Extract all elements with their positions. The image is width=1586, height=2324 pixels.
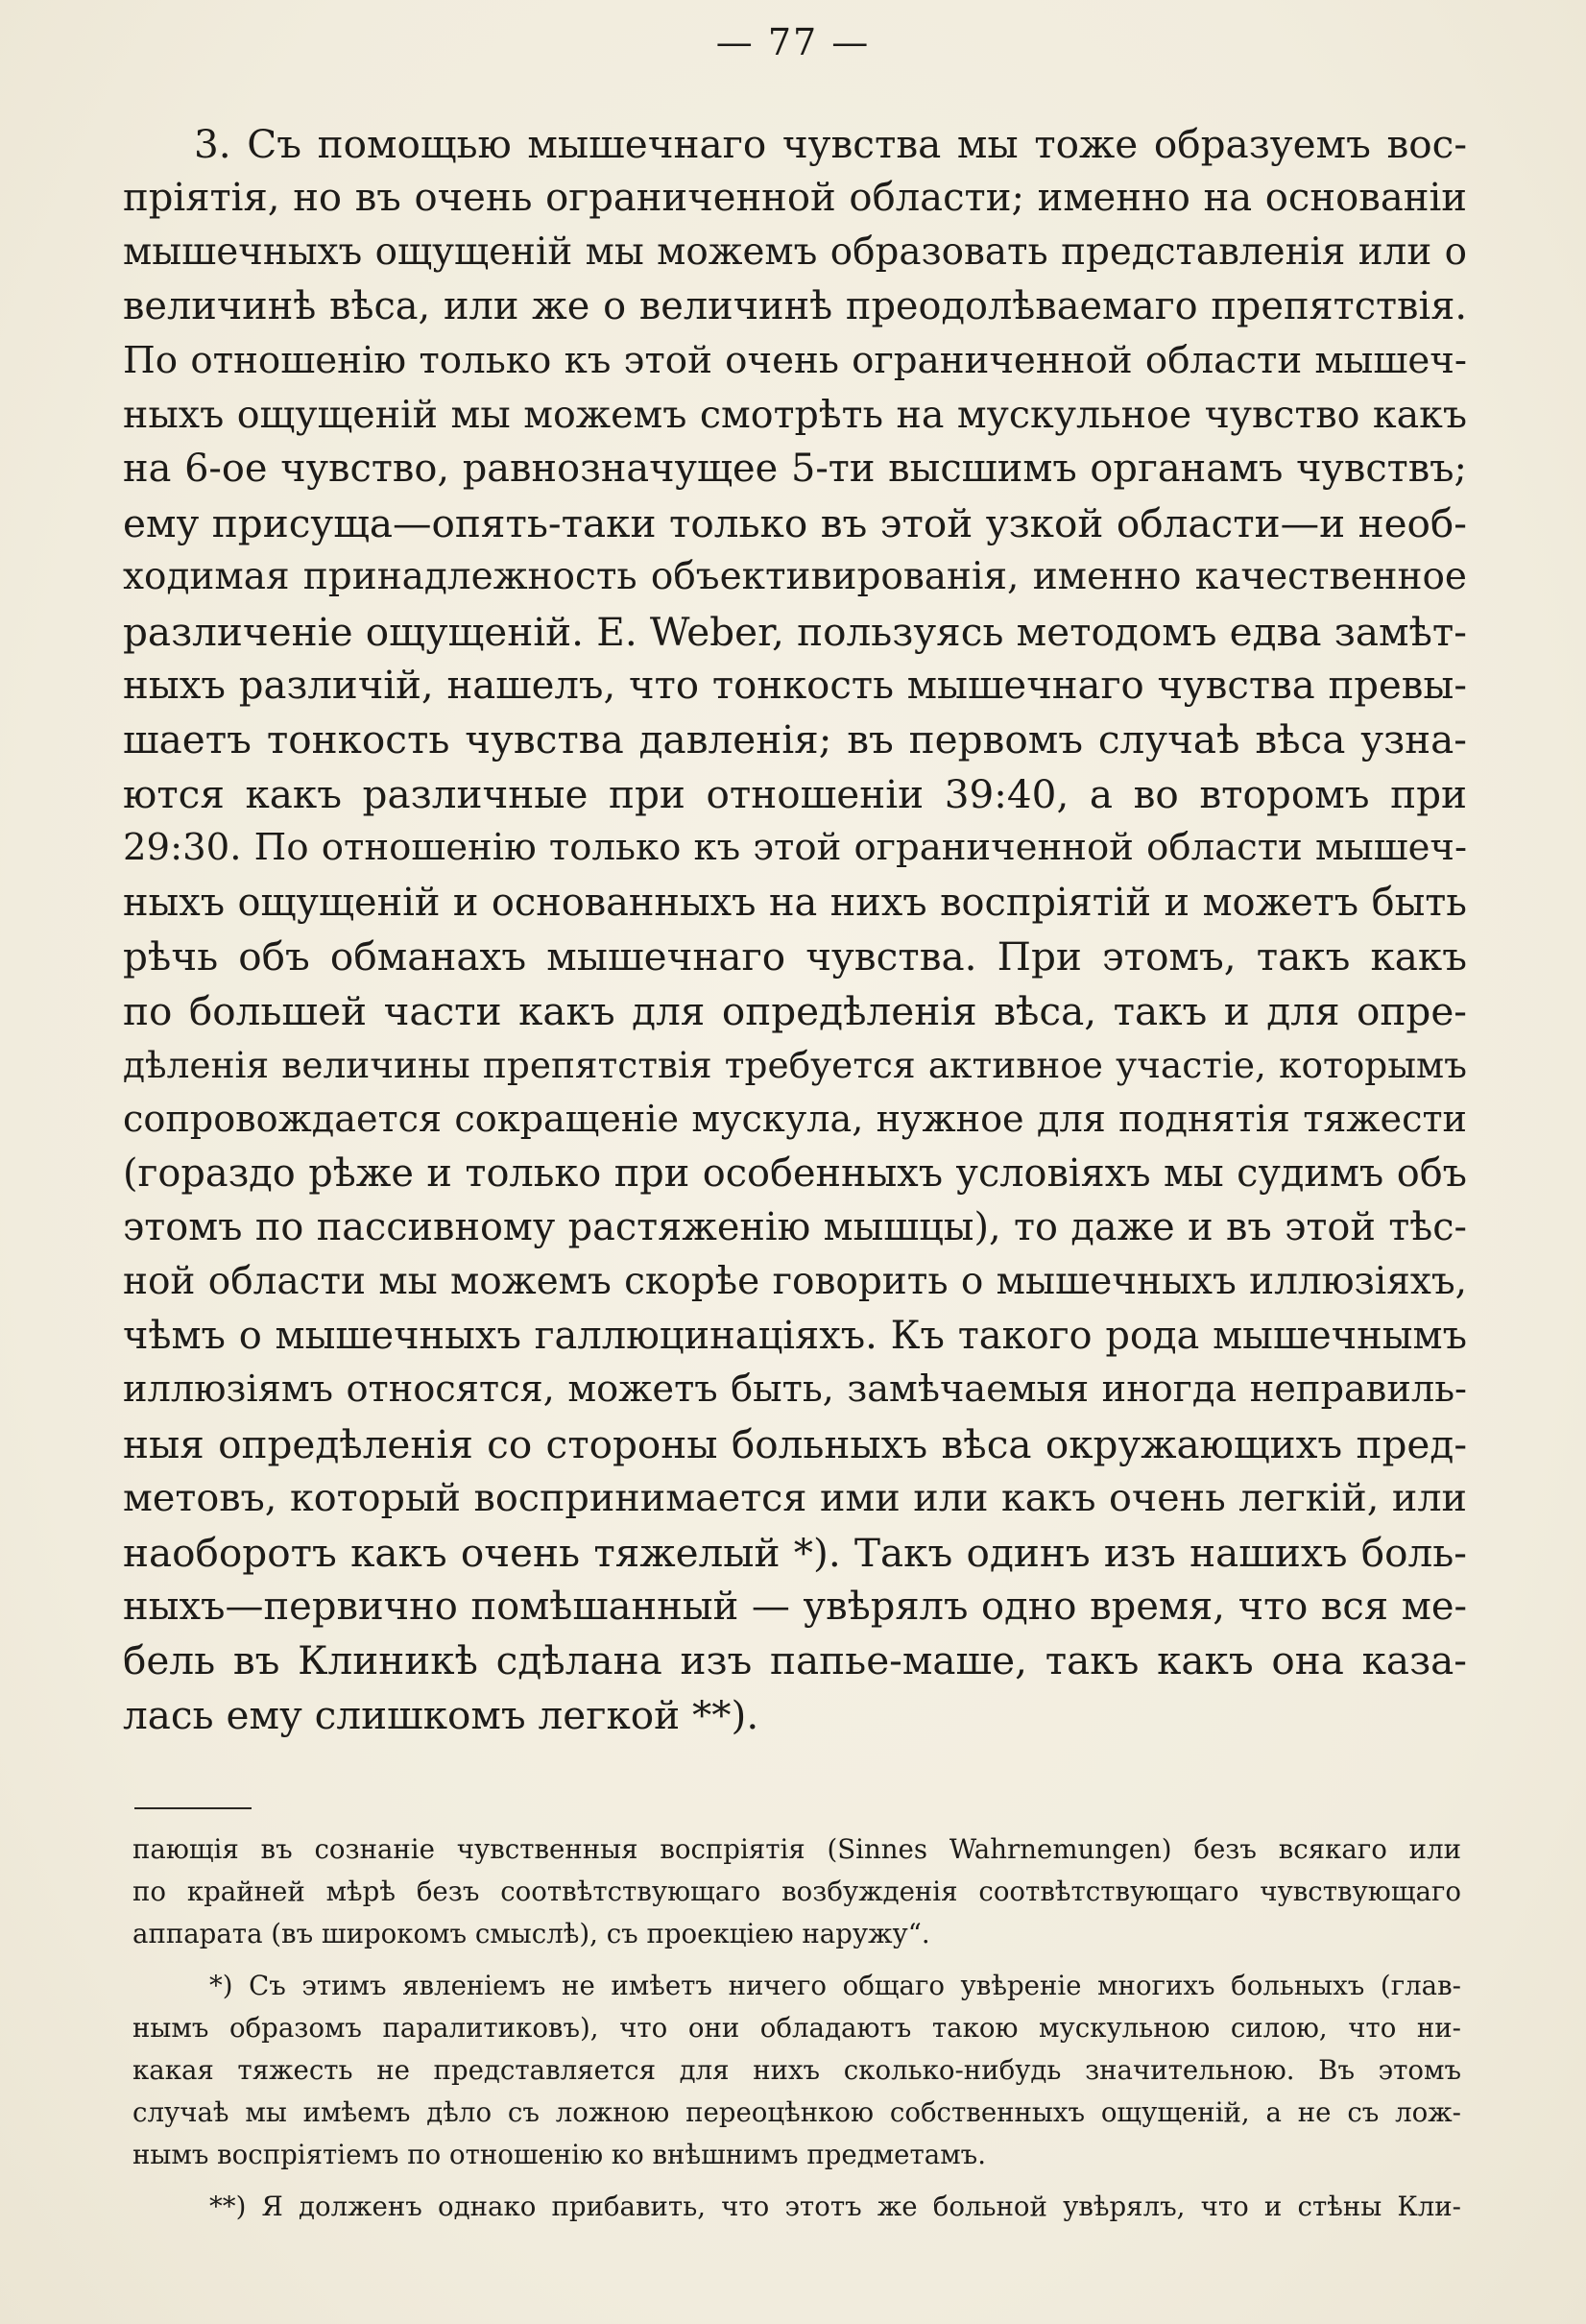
body-line: ныя опредѣленія со стороны больныхъ вѣса окружающихъ пред-	[123, 1420, 1467, 1467]
body-line: 3. Съ помощью мышечнаго чувства мы тоже образуемъ вос-	[194, 121, 1467, 167]
body-line: иллюзіямъ относятся, можетъ быть, замѣчаемыя иногда неправиль-	[123, 1368, 1467, 1412]
body-line: ныхъ ощущеній и основанныхъ на нихъ воспріятій и можетъ быть	[123, 880, 1467, 925]
body-line: лась ему слишкомъ легкой **).	[123, 1691, 759, 1738]
footnote-line: *) Съ этимъ явленіемъ не имѣетъ ничего общаго увѣреніе многихъ больныхъ (глав-	[209, 1970, 1461, 2001]
body-line: метовъ, который воспринимается ими или какъ очень легкій, или	[123, 1476, 1467, 1521]
footnote-line: аппарата (въ широкомъ смыслѣ), съ проекціею наружу“.	[132, 1918, 930, 1949]
body-line: По отношенію только къ этой очень ограниченной области мышеч-	[123, 338, 1467, 382]
body-line: по большей части какъ для опредѣленія вѣса, такъ и для опре-	[123, 987, 1467, 1034]
footnote-line: по крайней мѣрѣ безъ соотвѣтствующаго возбужденія соотвѣтствующаго чувствующаго	[132, 1876, 1461, 1907]
footnote-line: нымъ образомъ паралитиковъ), что они обладаютъ такою мускульною силою, что ни-	[132, 2012, 1461, 2044]
body-line: различеніе ощущеній. E. Weber, пользуясь методомъ едва замѣт-	[123, 608, 1467, 655]
body-line: чѣмъ о мышечныхъ галлюцинаціяхъ. Къ такого рода мышечнымъ	[123, 1313, 1467, 1358]
footnote-line: какая тяжесть не представляется для нихъ сколько-нибудь значительною. Въ этомъ	[132, 2054, 1461, 2086]
body-line: бель въ Клиникѣ сдѣлана изъ папье-маше, такъ какъ она каза-	[123, 1637, 1467, 1684]
body-line: ются какъ различные при отношеніи 39:40, а во второмъ при	[123, 770, 1467, 817]
body-line: дѣленія величины препятствія требуется активное участіе, которымъ	[123, 1043, 1467, 1086]
body-line: величинѣ вѣса, или же о величинѣ преодолѣваемаго препятствія.	[123, 284, 1467, 329]
footnote-line: **) Я долженъ однако прибавить, что этотъ же больной увѣрялъ, что и стѣны Кли-	[209, 2191, 1461, 2222]
body-line: 29:30. По отношенію только къ этой ограниченной области мышеч-	[123, 826, 1467, 870]
body-line: ходимая принадлежность объективированія, именно качественное	[123, 555, 1467, 599]
footnote-line: пающія въ сознаніе чувственныя воспріятія (Sinnes Wahrnemungen) безъ всякаго или	[132, 1833, 1461, 1865]
body-line: пріятія, но въ очень ограниченной области; именно на основаніи	[123, 176, 1467, 221]
footnote-line: случаѣ мы имѣемъ дѣло съ ложною переоцѣнкою собственныхъ ощущеній, а не съ лож-	[132, 2096, 1461, 2128]
footnote-separator	[134, 1807, 252, 1809]
body-line: ныхъ—первично помѣшанный — увѣрялъ одно время, что вся ме-	[123, 1584, 1467, 1629]
body-line: (гораздо рѣже и только при особенныхъ условіяхъ мы судимъ объ	[123, 1150, 1467, 1196]
body-line: рѣчь объ обманахъ мышечнаго чувства. При этомъ, такъ какъ	[123, 933, 1467, 980]
footnotes	[132, 1828, 1461, 2228]
body-line: ной области мы можемъ скорѣе говорить о мышечныхъ иллюзіяхъ,	[123, 1259, 1467, 1303]
body-line: этомъ по пассивному растяженію мышцы), то даже и въ этой тѣс-	[123, 1205, 1467, 1250]
body-line: наоборотъ какъ очень тяжелый *). Такъ одинъ изъ нашихъ боль-	[123, 1529, 1467, 1576]
body-line: ныхъ различій, нашелъ, что тонкость мышечнаго чувства превы-	[123, 664, 1467, 709]
body-line: шаетъ тонкость чувства давленія; въ первомъ случаѣ вѣса узна-	[123, 716, 1467, 763]
body-line: сопровождается сокращеніе мускула, нужное для поднятія тяжести	[123, 1098, 1467, 1141]
footnote-line: нымъ воспріятіемъ по отношенію ко внѣшнимъ предметамъ.	[132, 2139, 986, 2170]
page-number: — 77 —	[715, 21, 871, 63]
main-paragraph	[123, 117, 1467, 1742]
body-line: ныхъ ощущеній мы можемъ смотрѣть на мускульное чувство какъ	[123, 393, 1467, 438]
body-line: мышечныхъ ощущеній мы можемъ образовать представленія или о	[123, 230, 1467, 274]
body-line: на 6-ое чувство, равнозначущее 5-ти высшимъ органамъ чувствъ;	[123, 447, 1467, 492]
body-line: ему присуща—опять-таки только въ этой узкой области—и необ-	[123, 499, 1467, 546]
